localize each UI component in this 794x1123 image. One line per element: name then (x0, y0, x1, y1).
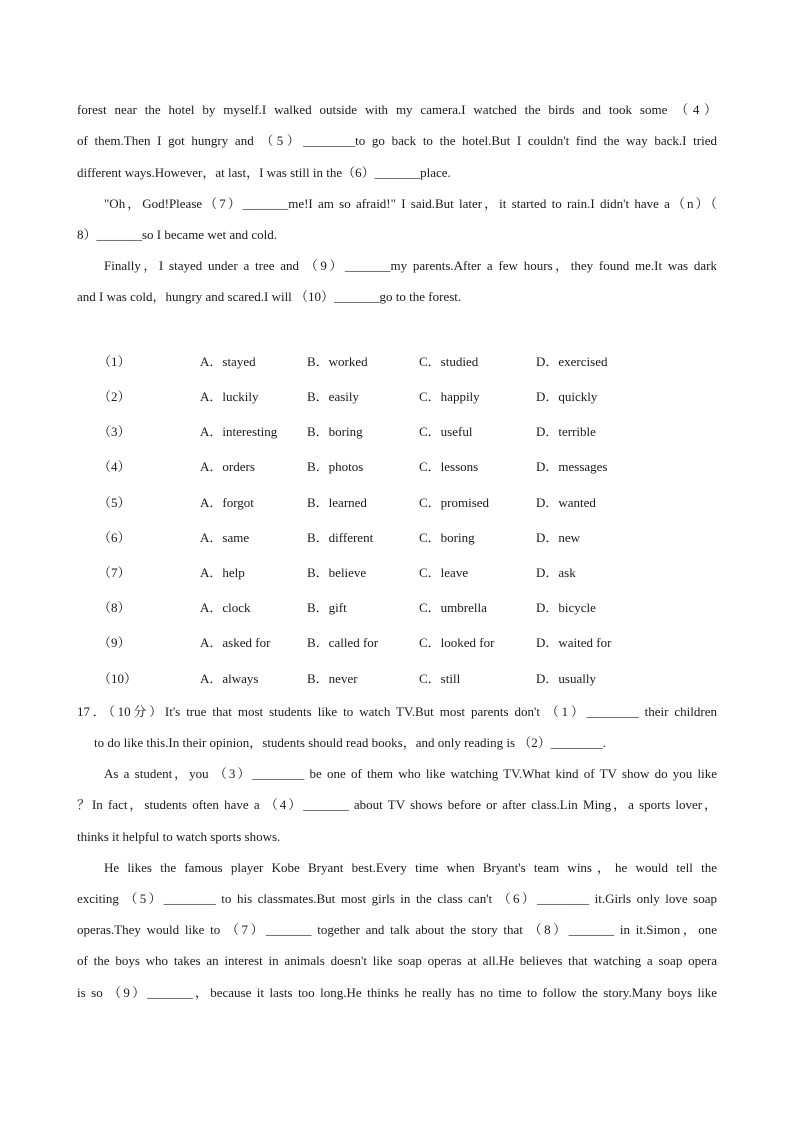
question-line: ？In fact，students often have a （4）_______ about TV shows before or after class.Lin Ming，a sports lover， (77, 797, 717, 812)
option-a[interactable]: A．interesting (200, 424, 278, 439)
question-number: （3） (98, 424, 131, 439)
option-row (98, 424, 718, 442)
option-a[interactable]: A．same (200, 530, 250, 545)
option-a[interactable]: A．forgot (200, 495, 254, 510)
option-d[interactable]: D．new (536, 530, 581, 545)
option-row (98, 671, 718, 689)
option-a[interactable]: A．always (200, 671, 259, 686)
option-d[interactable]: D．exercised (536, 354, 608, 369)
question-line: thinks it helpful to watch sports shows. (77, 829, 281, 844)
option-c[interactable]: C．studied (419, 354, 479, 369)
question-number: （2） (98, 389, 131, 404)
option-row (98, 635, 718, 653)
option-b[interactable]: B．worked (307, 354, 368, 369)
option-d[interactable]: D．messages (536, 459, 608, 474)
question-number: （6） (98, 530, 131, 545)
option-c[interactable]: C．looked for (419, 635, 495, 650)
option-b[interactable]: B．easily (307, 389, 359, 404)
option-d[interactable]: D．waited for (536, 635, 612, 650)
question-line: exciting （5）________ to his classmates.But most girls in the class can't （6）________ it.Girls only love soap (77, 891, 717, 906)
option-row (98, 459, 718, 477)
option-a[interactable]: A．help (200, 565, 245, 580)
option-a[interactable]: A．clock (200, 600, 251, 615)
question-number: （1） (98, 354, 131, 369)
option-b[interactable]: B．believe (307, 565, 367, 580)
option-c[interactable]: C．boring (419, 530, 475, 545)
question-number: （5） (98, 495, 131, 510)
question-line: operas.They would like to （7）_______ together and talk about the story that （8）_______ in it.Simon，one (77, 922, 717, 937)
question-number: （4） (98, 459, 131, 474)
passage-line: and I was cold，hungry and scared.I will （10）_______go to the forest. (77, 289, 462, 304)
option-row (98, 600, 718, 618)
option-d[interactable]: D．wanted (536, 495, 596, 510)
option-row (98, 389, 718, 407)
question-number: （8） (98, 600, 131, 615)
question-line: He likes the famous player Kobe Bryant best.Every time when Bryant's team wins，he would tell the (104, 860, 717, 875)
option-d[interactable]: D．quickly (536, 389, 598, 404)
option-row (98, 354, 718, 372)
option-row (98, 530, 718, 548)
question-line: of the boys who takes an interest in animals doesn't like soap operas at all.He believes that watching a soap opera (77, 953, 717, 968)
option-a[interactable]: A．stayed (200, 354, 256, 369)
option-c[interactable]: C．umbrella (419, 600, 487, 615)
question-number: （10） (98, 671, 138, 686)
option-c[interactable]: C．promised (419, 495, 490, 510)
option-b[interactable]: B．photos (307, 459, 364, 474)
question-line: As a student，you （3）________ be one of them who like watching TV.What kind of TV show do you like (104, 766, 717, 781)
option-c[interactable]: C．lessons (419, 459, 479, 474)
option-c[interactable]: C．useful (419, 424, 473, 439)
question-number: （7） (98, 565, 131, 580)
option-c[interactable]: C．leave (419, 565, 469, 580)
option-a[interactable]: A．luckily (200, 389, 259, 404)
option-d[interactable]: D．ask (536, 565, 576, 580)
option-b[interactable]: B．boring (307, 424, 363, 439)
passage-line: "Oh，God!Please（7）_______me!I am so afraid!" I said.But later，it started to rain.I didn't have a（n）（ (104, 196, 717, 211)
option-b[interactable]: B．different (307, 530, 374, 545)
passage-line: Finally，I stayed under a tree and （9）_______my parents.After a few hours，they found me.It was dark (104, 258, 717, 273)
option-a[interactable]: A．asked for (200, 635, 271, 650)
passage-line: forest near the hotel by myself.I walked outside with my camera.I watched the birds and took some （4） (77, 102, 717, 117)
option-b[interactable]: B．called for (307, 635, 379, 650)
option-b[interactable]: B．learned (307, 495, 367, 510)
option-d[interactable]: D．bicycle (536, 600, 596, 615)
option-d[interactable]: D．terrible (536, 424, 596, 439)
option-c[interactable]: C．happily (419, 389, 480, 404)
option-row (98, 565, 718, 583)
option-b[interactable]: B．gift (307, 600, 347, 615)
option-row (98, 495, 718, 513)
question-line: 17．（10分）It's true that most students like to watch TV.But most parents don't （1）________ their children (77, 704, 717, 719)
option-b[interactable]: B．never (307, 671, 358, 686)
question-line: is so （9）_______，because it lasts too long.He thinks he really has no time to follow the story.Many boys like (77, 985, 717, 1000)
passage-line: 8）_______so I became wet and cold. (77, 227, 278, 242)
passage-line: different ways.However，at last，I was still in the（6）_______place. (77, 165, 451, 180)
passage-line: of them.Then I got hungry and （5）________to go back to the hotel.But I couldn't find the way back.I tried (77, 133, 717, 148)
option-c[interactable]: C．still (419, 671, 461, 686)
option-d[interactable]: D．usually (536, 671, 596, 686)
question-number: （9） (98, 635, 131, 650)
question-line: to do like this.In their opinion，students should read books，and only reading is （2）________. (94, 735, 607, 750)
option-a[interactable]: A．orders (200, 459, 255, 474)
